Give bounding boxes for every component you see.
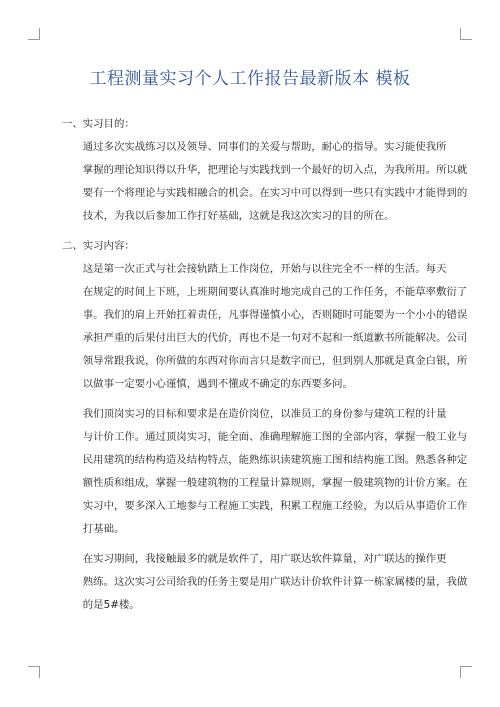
text-line: 领导常跟我说，你所做的东西对你而言只是数字而已，但到别人那就是真金白银，所 <box>82 355 468 367</box>
paragraph-purpose <box>62 136 468 228</box>
text-line: 事。我们的肩上开始扛着责任，凡事得谨慎小心，否则随时可能要为一个小小的错误 <box>82 309 468 321</box>
crop-mark-top-left <box>28 28 40 40</box>
text-line: 在规定的时间上下班，上班期间要认真准时地完成自己的工作任务，不能草率敷衍了 <box>82 286 468 298</box>
text-line: 技术，为我以后参加工作打好基础，这就是我这次实习的目的所在。 <box>82 210 395 222</box>
text-line: 民用建筑的结构构造及结构特点，能熟练识读建筑施工图和结构施工图。熟悉各种定 <box>82 454 468 466</box>
text-line: 打基础。 <box>82 523 125 535</box>
document-body <box>62 113 468 617</box>
crop-mark-bottom-right <box>460 666 472 678</box>
text-line: 实习中，要多深入工地参与工程施工实践，积累工程施工经验，为以后从事造价工作 <box>82 500 468 512</box>
section-heading-purpose: 一、实习目的： <box>62 118 135 130</box>
text-line: 通过多次实战练习以及领导、同事们的关爱与帮助，耐心的指导。实习能使我所 <box>82 141 447 153</box>
text-line: 与计价工作。通过顶岗实习，能全面、准确理解施工图的全部内容，掌握一般工业与 <box>82 431 468 443</box>
crop-mark-top-right <box>460 28 472 40</box>
document-title: 工程测量实习个人工作报告最新版本 模板 <box>89 69 411 89</box>
text-line: 熟练。这次实习公司给我的任务主要是用广联达计价软件计算一栋家属楼的量，我做 <box>82 576 468 588</box>
paragraph-workplace <box>62 258 468 396</box>
text-line: 这是第一次正式与社会接轨踏上工作岗位，开始与以往完全不一样的生活。每天 <box>82 263 447 275</box>
text-line: 额性质和组成，掌握一般建筑物的工程量计算规则，掌握一般建筑物的计价方案。在 <box>82 477 468 489</box>
text-line: 以做事一定要小心谨慎，遇到不懂或不确定的东西要多问。 <box>82 378 353 390</box>
text-line: 掌握的理论知识得以升华，把理论与实践找到一个最好的切入点，为我所用。所以就 <box>82 164 468 176</box>
crop-mark-bottom-left <box>28 666 40 678</box>
text-line: 我们顶岗实习的目标和要求是在造价岗位，以准员工的身份参与建筑工程的计量 <box>82 408 447 420</box>
text-line: 承担严重的后果付出巨大的代价，再也不是一句对不起和一纸道歉书所能解决。公司 <box>82 332 468 344</box>
paragraph-software <box>62 548 468 617</box>
text-line: 的是5#楼。 <box>82 599 140 611</box>
text-line: 在实习期间，我接触最多的就是软件了，用广联达软件算量，对广联达的操作更 <box>82 553 447 565</box>
paragraph-goals <box>62 403 468 541</box>
text-line: 要有一个将理论与实践相融合的机会。在实习中可以得到一些只有实践中才能得到的 <box>82 187 468 199</box>
section-heading-content: 二、实习内容： <box>62 240 135 252</box>
